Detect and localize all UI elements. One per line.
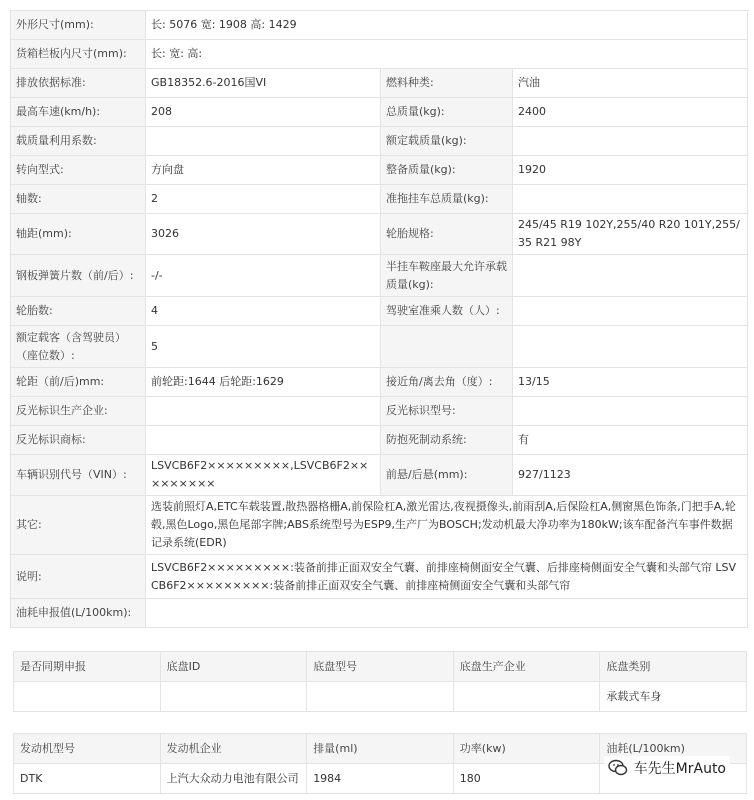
- spec-row: [11, 98, 748, 127]
- spec-value: [513, 326, 748, 368]
- spec-label: 最高车速(km/h):: [11, 98, 146, 127]
- engine-cell: 1984: [307, 764, 454, 794]
- engine-cell: 上汽大众动力电池有限公司: [160, 764, 307, 794]
- spec-value: 1920: [513, 156, 748, 185]
- chassis-header: 底盘ID: [160, 652, 307, 682]
- spec-row: [11, 255, 748, 297]
- spec-label: 前悬/后悬(mm):: [381, 455, 513, 496]
- spec-label: 外形尺寸(mm):: [11, 11, 146, 40]
- spec-label: 油耗申报值(L/100km):: [11, 599, 146, 628]
- spec-label: 驾驶室准乘人数（人）:: [381, 297, 513, 326]
- spec-row: [11, 69, 748, 98]
- spec-value: GB18352.6-2016国VI: [146, 69, 381, 98]
- spec-label: 防抱死制动系统:: [381, 426, 513, 455]
- spec-label: 车辆识别代号（VIN）:: [11, 455, 146, 496]
- spec-label: 半挂车鞍座最大允许承载质量(kg):: [381, 255, 513, 297]
- watermark: [604, 756, 730, 780]
- watermark-text: 车先生MrAuto: [633, 761, 726, 777]
- spec-label: 说明:: [11, 555, 146, 599]
- spec-value: 方向盘: [146, 156, 381, 185]
- engine-header: 发动机型号: [14, 734, 161, 764]
- spec-value: 选装前照灯A,ETC车载装置,散热器格栅A,前保险杠A,激光雷达,夜视摄像头,前雨刮A,后保险杠A,侧窗黑色饰条,门把手A,轮毂,黑色Logo,黑色尾部字牌;ABS系统型号为ESP9,生产厂为BOSCH;发动机最大净功率为180kW;该车配备汽车事件数据记录系统(EDR): [146, 496, 748, 555]
- spec-label: 货箱栏板内尺寸(mm):: [11, 40, 146, 69]
- spec-value: [146, 599, 748, 628]
- chassis-cell: [160, 682, 307, 712]
- chassis-cell: [453, 682, 600, 712]
- spec-value: [513, 255, 748, 297]
- spec-value: 2400: [513, 98, 748, 127]
- spec-row: [11, 599, 748, 628]
- spec-row: [11, 40, 748, 69]
- chassis-cell: [307, 682, 454, 712]
- spec-label: 轮距（前/后)mm:: [11, 368, 146, 397]
- chassis-header: 是否同期申报: [14, 652, 161, 682]
- spec-row: [11, 455, 748, 496]
- spec-value: 长: 宽: 高:: [146, 40, 748, 69]
- spec-label: 轮胎数:: [11, 297, 146, 326]
- spec-value: -/-: [146, 255, 381, 297]
- spec-label: 其它:: [11, 496, 146, 555]
- spec-value: 2: [146, 185, 381, 214]
- engine-header: 排量(ml): [307, 734, 454, 764]
- chassis-header-row: [14, 652, 747, 682]
- spec-value: [146, 127, 381, 156]
- spec-label: 轴数:: [11, 185, 146, 214]
- chassis-header: 底盘型号: [307, 652, 454, 682]
- spec-label: 反光标识商标:: [11, 426, 146, 455]
- spec-label: 燃料种类:: [381, 69, 513, 98]
- spec-value: 3026: [146, 214, 381, 255]
- spec-value: 有: [513, 426, 748, 455]
- spec-row: [11, 156, 748, 185]
- spec-value: LSVCB6F2×××××××××:装备前排正面双安全气囊、前排座椅侧面安全气囊、后排座椅侧面安全气囊和头部气帘 LSVCB6F2×××××××××:装备前排正面双安全气囊、前排座椅侧面安全气囊和头部气帘: [146, 555, 748, 599]
- chassis-cell: 承载式车身: [600, 682, 747, 712]
- spec-value: 长: 5076 宽: 1908 高: 1429: [146, 11, 748, 40]
- spec-value: 245/45 R19 102Y,255/40 R20 101Y,255/35 R21 98Y: [513, 214, 748, 255]
- spec-value: [513, 185, 748, 214]
- chassis-cell: [14, 682, 161, 712]
- spec-label: [381, 326, 513, 368]
- spec-row: [11, 426, 748, 455]
- wechat-icon: [608, 759, 628, 777]
- spec-label: 排放依据标准:: [11, 69, 146, 98]
- spec-row: [11, 214, 748, 255]
- spec-value: 927/1123: [513, 455, 748, 496]
- spec-label: 轮胎规格:: [381, 214, 513, 255]
- spec-row: [11, 397, 748, 426]
- spec-label: 载质量利用系数:: [11, 127, 146, 156]
- engine-header: 功率(kw): [453, 734, 600, 764]
- spec-label: 额定载客（含驾驶员）（座位数）:: [11, 326, 146, 368]
- chassis-header: 底盘生产企业: [453, 652, 600, 682]
- spec-row: [11, 368, 748, 397]
- spec-label: 钢板弹簧片数（前/后）:: [11, 255, 146, 297]
- spec-value: [146, 397, 381, 426]
- spec-label: 反光标识型号:: [381, 397, 513, 426]
- spec-value: 汽油: [513, 69, 748, 98]
- spec-row: [11, 555, 748, 599]
- spec-value: LSVCB6F2×××××××××,LSVCB6F2×××××××××: [146, 455, 381, 496]
- chassis-table: [13, 651, 747, 712]
- spec-value: [513, 127, 748, 156]
- spec-label: 转向型式:: [11, 156, 146, 185]
- spec-row: [11, 326, 748, 368]
- spec-value: 前轮距:1644 后轮距:1629: [146, 368, 381, 397]
- engine-header: 发动机企业: [160, 734, 307, 764]
- spec-row: [11, 297, 748, 326]
- chassis-data-row: [14, 682, 747, 712]
- engine-cell: DTK: [14, 764, 161, 794]
- spec-row: [11, 11, 748, 40]
- vehicle-spec-table: [10, 10, 748, 628]
- spec-label: 反光标识生产企业:: [11, 397, 146, 426]
- spec-value: [146, 426, 381, 455]
- spec-label: 额定载质量(kg):: [381, 127, 513, 156]
- spec-label: 准拖挂车总质量(kg):: [381, 185, 513, 214]
- spec-value: 4: [146, 297, 381, 326]
- spec-value: 13/15: [513, 368, 748, 397]
- spec-row: [11, 496, 748, 555]
- spec-label: 整备质量(kg):: [381, 156, 513, 185]
- spec-row: [11, 185, 748, 214]
- spec-label: 轴距(mm):: [11, 214, 146, 255]
- engine-header: 油耗(L/100km): [600, 734, 747, 764]
- spec-value: 5: [146, 326, 381, 368]
- chassis-header: 底盘类别: [600, 652, 747, 682]
- spec-label: 总质量(kg):: [381, 98, 513, 127]
- spec-value: 208: [146, 98, 381, 127]
- spec-label: 接近角/离去角（度）:: [381, 368, 513, 397]
- engine-cell: 180: [453, 764, 600, 794]
- spec-row: [11, 127, 748, 156]
- spec-value: [513, 297, 748, 326]
- spec-value: [513, 397, 748, 426]
